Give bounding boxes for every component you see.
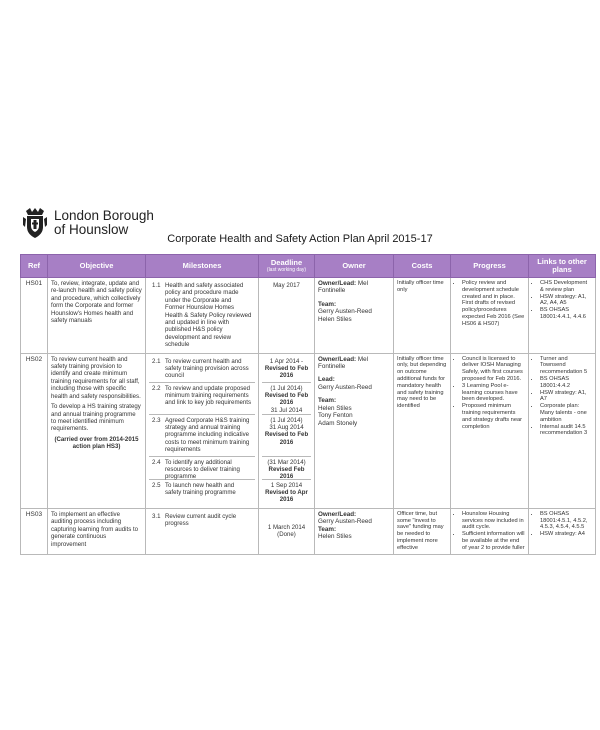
objective-carried-note: (Carried over from 2014-2015 action plan HS3) [54, 435, 139, 451]
milestone-text: To identify any additional resources to deliver training programme [165, 458, 240, 481]
header-objective: Objective [48, 255, 146, 278]
ref-cell: HS03 [21, 508, 48, 554]
deadline-entry [262, 356, 311, 382]
owner-lead-name: Gerry Austen-Reed [318, 518, 372, 526]
ref-cell: HS02 [21, 353, 48, 508]
owner-cell [315, 508, 394, 554]
deadline-line: 31 Aug 2014 [269, 424, 304, 432]
deadline-line: 1 Sep 2014 [270, 481, 303, 489]
milestones-cell [146, 278, 259, 354]
milestone-text: Agreed Corporate H&S training strategy and annual training programme including indicative costs to meet minimum training requirements [165, 416, 250, 454]
owner-team-label: Team: [318, 300, 337, 308]
costs-cell: Officer time, but some "invest to save" funding may be needed to implement more effective [394, 508, 451, 554]
progress-item: • Proposed minimum training requirements and strategy drafts near completion [462, 403, 525, 430]
links-cell [529, 278, 596, 354]
progress-cell [451, 353, 529, 508]
objective-cell [48, 278, 146, 354]
progress-item: • Sufficient information will be available at the end of year 2 to provide fuller [462, 531, 525, 551]
owner-team-label: Team: [318, 397, 337, 405]
header-owner: Owner [315, 255, 394, 278]
milestone-number: 2.4 [152, 458, 161, 466]
action-plan-table [20, 254, 596, 555]
milestones-cell [146, 508, 259, 554]
milestone-text: To launch new health and safety training programme [165, 481, 236, 497]
table-row [21, 278, 596, 354]
link-item: • Internal audit 14.5 recommendation 3 [540, 424, 592, 438]
deadline-line: (1 Jul 2014) [270, 384, 303, 392]
header-costs: Costs [394, 255, 451, 278]
owner-team-member: Tony Fenton [318, 412, 353, 420]
progress-item: • Policy review and development schedule created and in place. First drafts of revised policy/procedures expected Feb 2016 (See HS06 & HS07) [462, 280, 525, 328]
link-item: • BS OHSAS 18001:4.5.1, 4.5.2, 4.5.3, 4.5.4, 4.5.5 [540, 511, 592, 531]
milestone-number: 2.1 [152, 357, 161, 365]
owner-lead2-name: Gerry Austen-Reed [318, 383, 372, 391]
council-name-line1: London Borough [54, 208, 154, 223]
links-cell [529, 508, 596, 554]
objective-text: To implement an effective auditing process including capturing learning from audits to generate continuous improvement [51, 510, 139, 548]
owner-team-member: Helen Stiles [318, 404, 352, 412]
owner-cell [315, 353, 394, 508]
milestone-item [149, 456, 255, 479]
deadline-revised: Revised to Feb 2016 [264, 392, 309, 407]
header-links: Links to other plans [529, 255, 596, 278]
objective-text: To review current health and safety training provision to identify and create minimum training requirements for all staff, including those with specific health and safety responsibilities. [51, 355, 141, 400]
milestone-number: 2.5 [152, 481, 161, 489]
milestone-number: 1.1 [152, 282, 161, 289]
document-title: Corporate Health and Safety Action Plan April 2015-17 [167, 233, 433, 245]
table-row [21, 508, 596, 554]
milestone-text: Health and safety associated policy and procedure made under the Corporate and Former Hounslow Homes Health & Safety Policy reviewed and updated in line with published H&S policy development and review schedule [165, 282, 252, 349]
progress-cell [451, 278, 529, 354]
objective-text-2: To develop a HS training strategy and annual training programme to meet identified minimum requirements. [51, 403, 141, 433]
deadline-revised: Revised to Apr 2016 [265, 489, 308, 504]
deadline-line: 1 Apr 2014 - [269, 357, 304, 365]
progress-item: • 3 Learning Pool e-learning courses have been developed. [462, 383, 525, 403]
progress-cell [451, 508, 529, 554]
link-item: • HSW strategy: A1, A2, A4, A5 [540, 294, 592, 308]
costs-cell: Initially officer time only, but depending on outcome additional funds for mandatory health and safety training may need to be identified [394, 353, 451, 508]
deadline-entry [262, 382, 311, 414]
owner-cell [315, 278, 394, 354]
owner-lead-name: Mel Fontinelle [318, 355, 369, 371]
header-deadline-sub: (last working day) [266, 267, 307, 273]
deadline-entry [262, 414, 311, 456]
links-cell [529, 353, 596, 508]
milestones-cell [146, 353, 259, 508]
milestone-text: To review and update proposed minimum training requirements and link to key job requirements [165, 384, 252, 407]
deadline-revised: Revised to Feb 2016 [264, 365, 309, 380]
owner-team-label: Team: [318, 525, 337, 533]
objective-cell [48, 353, 146, 508]
milestone-number: 2.3 [152, 416, 161, 424]
deadline-line: (31 Mar 2014) [267, 458, 306, 466]
link-item: • Corporate plan: Many talents - one ambition [540, 403, 592, 423]
deadline-entry [262, 456, 311, 479]
milestone-item [149, 382, 255, 414]
header-milestones: Milestones [146, 255, 259, 278]
owner-team-member: Adam Stonely [318, 419, 358, 427]
header-ref: Ref [21, 255, 48, 278]
owner-lead2-label: Lead: [318, 376, 335, 384]
owner-team-member: Gerry Austen-Reed [318, 308, 372, 316]
milestone-item [149, 356, 255, 382]
owner-lead-label: Owner/Lead: [318, 510, 357, 518]
deadline-cell [259, 508, 315, 554]
progress-item: • Council is licensed to deliver IOSH Managing Safely, with first courses proposed for Feb 2016. [462, 356, 525, 383]
deadline-line: 31 Jul 2014 [270, 406, 303, 414]
link-item: • CHS Development & review plan [540, 280, 592, 294]
link-item: • Turner and Townsend recommendation 5 [540, 356, 592, 376]
objective-cell [48, 508, 146, 554]
milestone-item [149, 280, 255, 351]
owner-team-member: Helen Stiles [318, 315, 352, 323]
progress-item: • Hounslow Housing services now included in audit cycle. [462, 511, 525, 531]
milestone-text: Review current audit cycle progress [165, 512, 237, 528]
link-item: • BS OHSAS 18001:4.4.1, 4.4.6 [540, 307, 592, 321]
table-row [21, 353, 596, 508]
milestone-number: 2.2 [152, 384, 161, 392]
header-progress: Progress [451, 255, 529, 278]
link-item: • HSW strategy: A1, A7 [540, 390, 592, 404]
table-header-row [21, 255, 596, 278]
ref-cell: HS01 [21, 278, 48, 354]
header-deadline [259, 255, 315, 278]
milestone-item [149, 414, 255, 456]
deadline-text: 1 March 2014 [267, 523, 306, 531]
costs-cell: Initially officer time only [394, 278, 451, 354]
owner-lead-label: Owner/Lead: [318, 280, 357, 287]
deadline-entry [262, 479, 311, 506]
deadline-status: (Done) [277, 531, 296, 539]
council-name-line2: of Hounslow [54, 222, 129, 237]
owner-lead-label: Owner/Lead: [318, 355, 357, 363]
deadline-cell [259, 278, 315, 354]
deadline-revised: Revised to Feb 2016 [264, 431, 309, 446]
link-item: • BS OHSAS 18001:4.4.2 [540, 376, 592, 390]
deadline-revised: Revised Feb 2016 [268, 466, 305, 481]
deadline-text: May 2017 [273, 282, 300, 289]
owner-lead-name: Mel Fontinelle [318, 280, 369, 295]
link-item: • HSW strategy: A4 [540, 531, 592, 538]
objective-text: To, review, integrate, update and re-launch health and safety policy and procedure, which collectively form the Corporate and former Hounslow's Homes health and safety manuals [51, 280, 142, 325]
deadline-line: (1 Jul 2014) [270, 416, 303, 424]
milestone-item [149, 479, 255, 499]
owner-team-member: Helen Stiles [318, 533, 352, 541]
header-deadline-label: Deadline [270, 258, 303, 267]
milestone-item [149, 511, 255, 530]
milestone-number: 3.1 [152, 512, 161, 520]
milestone-text: To review current health and safety training provision across council [165, 357, 249, 380]
deadline-cell [259, 353, 315, 508]
